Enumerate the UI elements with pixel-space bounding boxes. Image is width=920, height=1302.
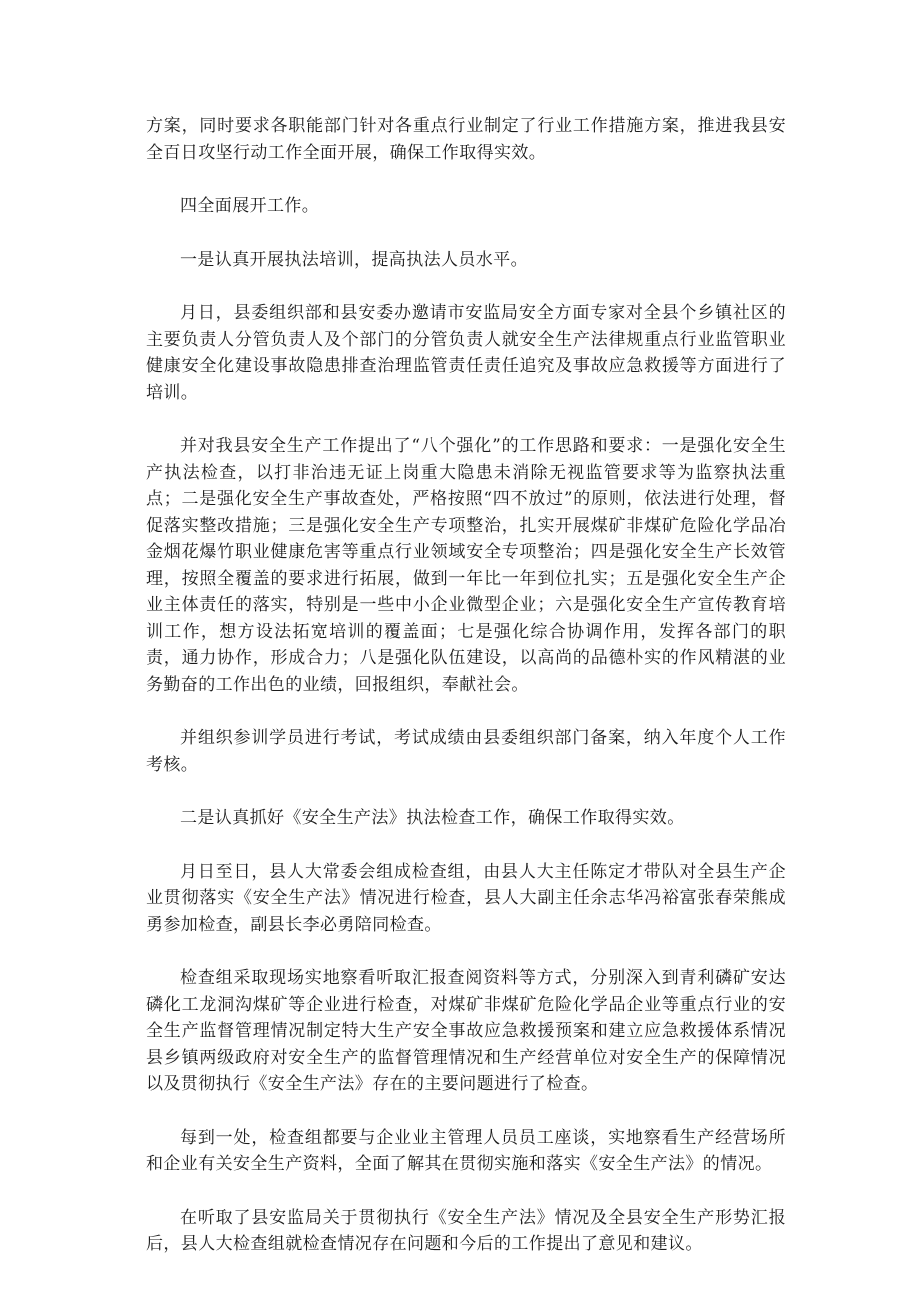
paragraph-subheading-inspection: 二是认真抓好《安全生产法》执法检查工作，确保工作取得实效。	[180, 808, 685, 828]
paragraph-inspection-team: 月日至日，县人大常委会组成检查组，由县人大主任陈定才带队对全县生产企业贯彻落实《安全生产法》情况进行检查，县人大副主任余志华冯裕富张春荣熊成勇参加检查，副县长李必勇陪同检查。	[146, 861, 786, 935]
paragraph-site-visits: 每到一处，检查组都要与企业业主管理人员员工座谈，实地察看生产经营场所和企业有关安全生产资料，全面了解其在贯彻实施和落实《安全生产法》的情况。	[146, 1127, 786, 1174]
paragraph-eight-strengthenings: 并对我县安全生产工作提出了“八个强化”的工作思路和要求：一是强化安全生产执法检查，以打非治违无证上岗重大隐患未消除无视监管要求等为监察执法重点；二是强化安全生产事故查处，严格按照“四不放过”的原则，依法进行处理，督促落实整改措施；三是强化安全生产专项整治，扎实开展煤矿非煤矿危险化学品冶金烟花爆竹职业健康危害等重点行业领域安全专项整治；四是强化安全生产长效管理，按照全覆盖的要求进行拓展，做到一年比一年到位扎实；五是强化安全生产企业主体责任的落实，特别是一些中小企业微型企业；六是强化安全生产宣传教育培训工作，想方设法拓宽培训的覆盖面；七是强化综合协调作用，发挥各部门的职责，通力协作，形成合力；八是强化队伍建设，以高尚的品德朴实的作风精湛的业务勤奋的工作出色的业绩，回报组织，奉献社会。	[146, 436, 786, 695]
paragraph-exam: 并组织参训学员进行考试，考试成绩由县委组织部门备案，纳入年度个人工作考核。	[146, 728, 786, 775]
paragraph-section-heading: 四全面展开工作。	[180, 196, 320, 216]
paragraph-subheading-training: 一是认真开展执法培训，提高执法人员水平。	[180, 249, 528, 270]
document-body	[146, 113, 786, 1285]
paragraph-continuation: 方案，同时要求各职能部门针对各重点行业制定了行业工作措施方案，推进我县安全百日攻坚行动工作全面开展，确保工作取得实效。	[146, 116, 786, 163]
paragraph-report-feedback: 在听取了县安监局关于贯彻执行《安全生产法》情况及全县安全生产形势汇报后，县人大检查组就检查情况存在问题和今后的工作提出了意见和建议。	[146, 1207, 786, 1254]
paragraph-inspection-methods: 检查组采取现场实地察看听取汇报查阅资料等方式，分别深入到青利磷矿安达磷化工龙洞沟煤矿等企业进行检查，对煤矿非煤矿危险化学品企业等重点行业的安全生产监督管理情况制定特大生产安全事故应急救援预案和建立应急救援体系情况县乡镇两级政府对安全生产的监督管理情况和生产经营单位对安全生产的保障情况以及贯彻执行《安全生产法》存在的主要问题进行了检查。	[146, 968, 786, 1094]
paragraph-training-details: 月日，县委组织部和县安委办邀请市安监局安全方面专家对全县个乡镇社区的主要负责人分管负责人及个部门的分管负责人就安全生产法律规重点行业监管职业健康安全化建设事故隐患排查治理监管责任责任追究及事故应急救援等方面进行了培训。	[146, 303, 786, 403]
